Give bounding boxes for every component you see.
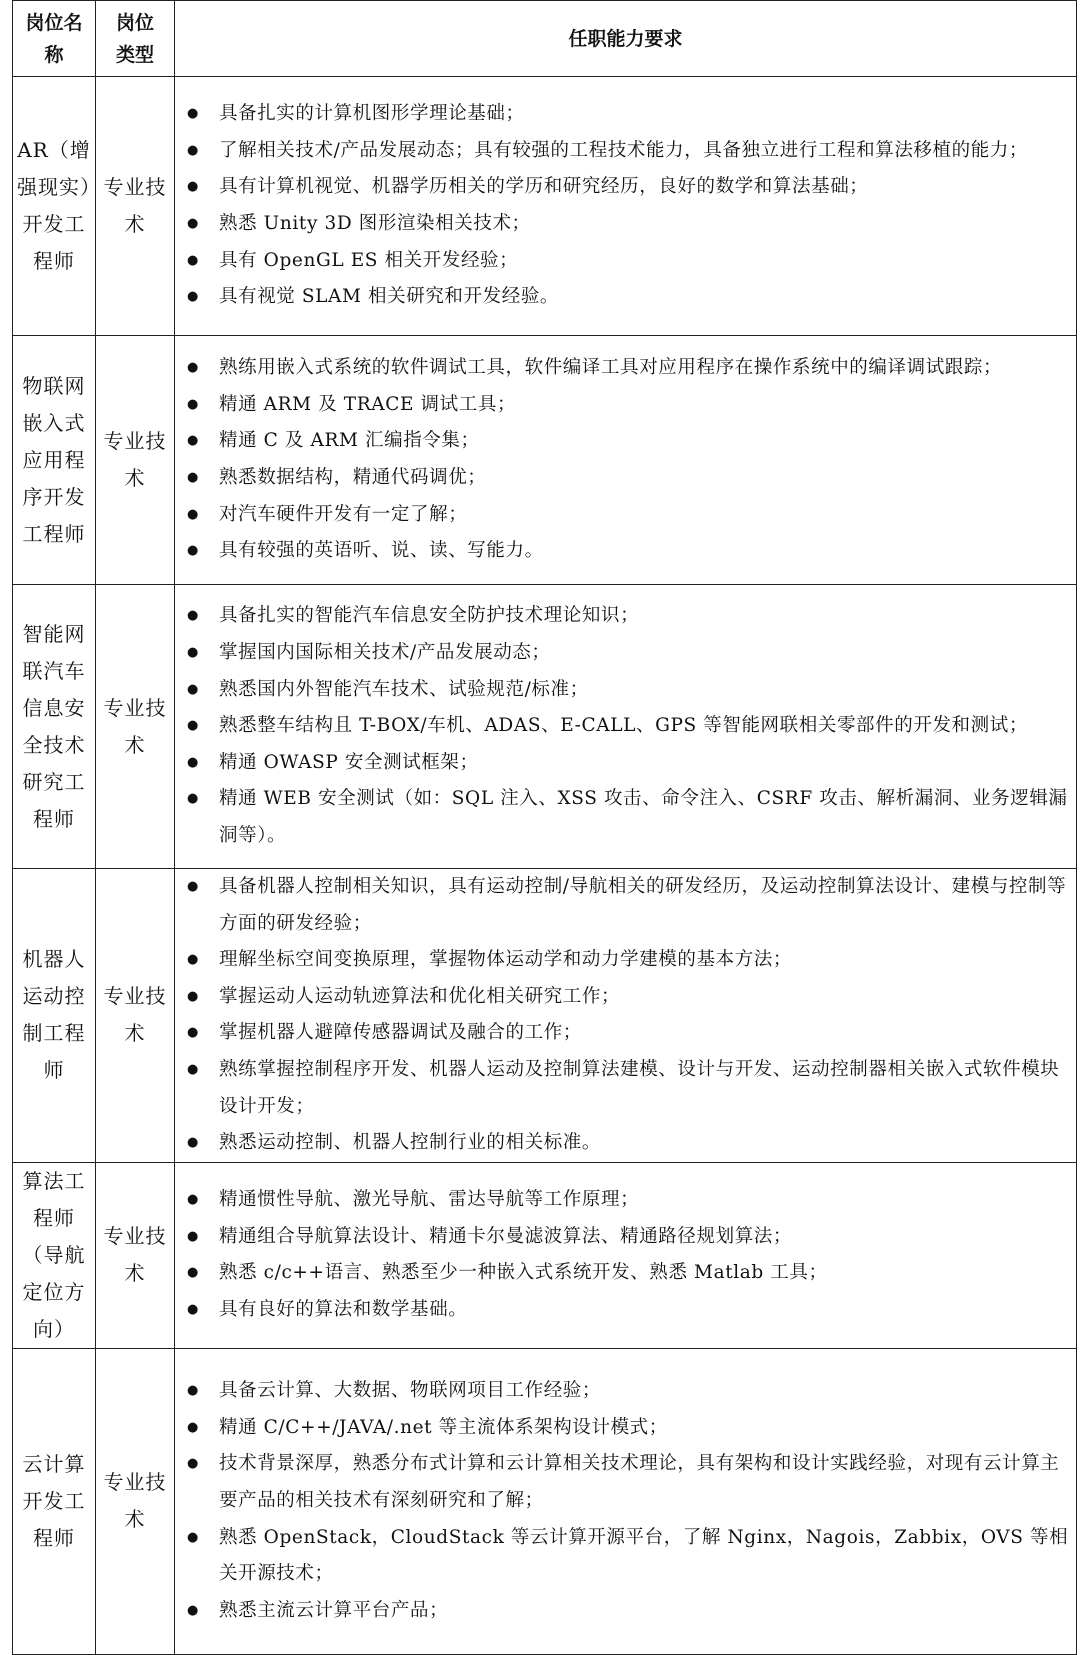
table-row: [13, 869, 1077, 1163]
bullet-icon: ●: [187, 543, 199, 559]
bullet-icon: ●: [187, 1025, 199, 1041]
position-name-cell: 智能网联汽车信息安全技术研究工程师: [13, 585, 96, 869]
bullet-icon: ●: [187, 681, 199, 697]
requirement-text: 精通 OWASP 安全测试框架；: [219, 751, 479, 773]
requirement-text: 具有 OpenGL ES 相关开发经验；: [219, 249, 519, 271]
bullet-icon: ●: [187, 988, 199, 1004]
bullet-icon: ●: [187, 1383, 199, 1399]
requirement-item: [175, 1015, 1076, 1052]
requirements-cell: [175, 869, 1077, 1163]
requirement-item: [175, 423, 1076, 460]
requirement-text: 具备扎实的智能汽车信息安全防护技术理论知识；: [219, 605, 640, 627]
requirement-text: 对汽车硬件开发有一定了解；: [219, 503, 468, 525]
requirement-text: 精通 ARM 及 TRACE 调试工具；: [219, 393, 517, 415]
header-position-name: 岗位名称: [13, 1, 96, 77]
requirement-text: 精通 C 及 ARM 汇编指令集；: [219, 430, 480, 452]
requirement-item: [175, 1255, 1076, 1292]
requirement-text: 精通 WEB 安全测试（如：SQL 注入、XSS 攻击、命令注入、CSRF 攻击、解析漏洞、业务逻辑漏洞等）。: [219, 788, 1068, 846]
requirement-text: 掌握运动人运动轨迹算法和优化相关研究工作；: [219, 985, 621, 1007]
bullet-icon: ●: [187, 433, 199, 449]
requirement-item: [175, 1593, 1076, 1630]
bullet-icon: ●: [187, 506, 199, 522]
bullet-icon: ●: [187, 1061, 199, 1077]
requirements-list: [175, 1373, 1076, 1629]
requirement-text: 熟悉主流云计算平台产品；: [219, 1599, 449, 1621]
requirement-text: 了解相关技术/产品发展动态；具有较强的工程技术能力，具备独立进行工程和算法移植的能力；: [219, 139, 1029, 161]
requirement-text: 熟悉 c/c++语言、熟悉至少一种嵌入式系统开发、熟悉 Matlab 工具；: [219, 1262, 828, 1284]
bullet-icon: ●: [187, 791, 199, 807]
position-name-cell: AR（增强现实）开发工程师: [13, 77, 96, 336]
bullet-icon: ●: [187, 179, 199, 195]
requirement-item: [175, 979, 1076, 1016]
requirements-list: [175, 96, 1076, 316]
requirement-item: [175, 169, 1076, 206]
table-row: [13, 1162, 1077, 1348]
bullet-icon: ●: [187, 1135, 199, 1151]
position-name-cell: 云计算开发工程师: [13, 1348, 96, 1654]
table-row: [13, 585, 1077, 869]
requirement-item: [175, 460, 1076, 497]
position-name-cell: 算法工程师（导航定位方向）: [13, 1162, 96, 1348]
requirement-item: [175, 1373, 1076, 1410]
position-type-cell: 专业技术: [96, 77, 175, 336]
bullet-icon: ●: [187, 1602, 199, 1618]
requirement-item: [175, 1520, 1076, 1593]
header-requirements: 任职能力要求: [175, 1, 1077, 77]
requirement-text: 熟悉 OpenStack，CloudStack 等云计算开源平台，了解 Nginx，Nagois，Zabbix，OVS 等相关开源技术；: [219, 1526, 1069, 1585]
header-row: [13, 1, 1077, 77]
requirement-text: 理解坐标空间变换原理，掌握物体运动学和动力学建模的基本方法；: [219, 949, 793, 971]
requirement-item: [175, 1446, 1076, 1519]
requirement-item: [175, 781, 1076, 854]
bullet-icon: ●: [187, 879, 199, 894]
requirement-text: 具有视觉 SLAM 相关研究和开发经验。: [219, 286, 560, 308]
bullet-icon: ●: [187, 754, 199, 770]
requirement-item: [175, 869, 1076, 942]
requirement-item: [175, 708, 1076, 745]
requirement-text: 精通惯性导航、激光导航、雷达导航等工作原理；: [219, 1189, 640, 1211]
requirements-list: [175, 350, 1076, 570]
requirements-cell: [175, 336, 1077, 585]
bullet-icon: ●: [187, 396, 199, 412]
position-type-cell: 专业技术: [96, 1348, 175, 1654]
position-name-cell: 物联网嵌入式应用程序开发工程师: [13, 336, 96, 585]
requirement-text: 具有较强的英语听、说、读、写能力。: [219, 540, 544, 562]
bullet-icon: ●: [187, 645, 199, 661]
requirements-cell: [175, 1162, 1077, 1348]
table-row: [13, 1348, 1077, 1654]
requirement-text: 熟悉整车结构且 T-BOX/车机、ADAS、E-CALL、GPS 等智能网联相关零部件的开发和测试；: [219, 715, 1028, 737]
requirement-item: [175, 350, 1076, 387]
table-row: [13, 336, 1077, 585]
bullet-icon: ●: [187, 718, 199, 734]
requirement-text: 熟悉 Unity 3D 图形渲染相关技术；: [219, 213, 531, 234]
requirement-text: 具备机器人控制相关知识，具有运动控制/导航相关的研发经历，及运动控制算法设计、建模与控制等方面的研发经验；: [219, 876, 1067, 934]
requirement-item: [175, 942, 1076, 979]
requirement-text: 熟练用嵌入式系统的软件调试工具，软件编译工具对应用程序在操作系统中的编译调试跟踪；: [219, 357, 1003, 379]
bullet-icon: ●: [187, 142, 199, 158]
bullet-icon: ●: [187, 252, 199, 268]
requirements-cell: [175, 77, 1077, 336]
position-type-cell: 专业技术: [96, 336, 175, 585]
requirement-item: [175, 1410, 1076, 1447]
requirement-item: [175, 206, 1076, 243]
bullet-icon: ●: [187, 952, 199, 968]
requirement-item: [175, 745, 1076, 782]
bullet-icon: ●: [187, 1228, 199, 1244]
bullet-icon: ●: [187, 1265, 199, 1281]
job-requirements-table: [12, 0, 1077, 1655]
header-position-type: 岗位类型: [96, 1, 175, 77]
requirement-item: [175, 1125, 1076, 1162]
requirement-text: 掌握国内国际相关技术/产品发展动态；: [219, 642, 551, 664]
requirement-item: [175, 1219, 1076, 1256]
requirement-text: 具有良好的算法和数学基础。: [219, 1298, 468, 1320]
requirement-item: [175, 635, 1076, 672]
requirement-text: 具备扎实的计算机图形学理论基础；: [219, 103, 525, 125]
bullet-icon: ●: [187, 1301, 199, 1317]
table-body: [13, 77, 1077, 1655]
requirement-text: 掌握机器人避障传感器调试及融合的工作；: [219, 1022, 582, 1044]
bullet-icon: ●: [187, 1192, 199, 1208]
requirement-text: 熟练掌握控制程序开发、机器人运动及控制算法建模、设计与开发、运动控制器相关嵌入式软件模块设计开发；: [219, 1058, 1060, 1117]
bullet-icon: ●: [187, 216, 199, 231]
requirement-item: [175, 1182, 1076, 1219]
bullet-icon: ●: [187, 289, 199, 305]
requirement-item: [175, 387, 1076, 424]
requirement-text: 技术背景深厚，熟悉分布式计算和云计算相关技术理论，具有架构和设计实践经验，对现有云计算主要产品的相关技术有深刻研究和了解；: [219, 1453, 1060, 1511]
requirement-text: 具备云计算、大数据、物联网项目工作经验；: [219, 1380, 602, 1402]
requirement-text: 熟悉国内外智能汽车技术、试验规范/标准；: [219, 678, 589, 700]
position-name-cell: 机器人运动控制工程师: [13, 869, 96, 1163]
bullet-icon: ●: [187, 360, 199, 376]
bullet-icon: ●: [187, 470, 199, 485]
requirement-item: [175, 1292, 1076, 1329]
requirements-list: [175, 1182, 1076, 1328]
bullet-icon: ●: [187, 1419, 199, 1435]
bullet-icon: ●: [187, 1456, 199, 1472]
requirement-item: [175, 497, 1076, 534]
bullet-icon: ●: [187, 106, 199, 122]
requirement-item: [175, 279, 1076, 316]
table-row: [13, 77, 1077, 336]
requirement-text: 精通组合导航算法设计、精通卡尔曼滤波算法、精通路径规划算法；: [219, 1225, 793, 1247]
position-type-cell: 专业技术: [96, 585, 175, 869]
requirements-cell: [175, 1348, 1077, 1654]
requirement-item: [175, 598, 1076, 635]
requirement-item: [175, 96, 1076, 133]
bullet-icon: ●: [187, 608, 199, 624]
bullet-icon: ●: [187, 1529, 199, 1545]
requirements-list: [175, 598, 1076, 854]
position-type-cell: 专业技术: [96, 1162, 175, 1348]
requirement-text: 熟悉运动控制、机器人控制行业的相关标准。: [219, 1132, 602, 1154]
requirement-text: 精通 C/C++/JAVA/.net 等主流体系架构设计模式；: [219, 1416, 668, 1438]
requirement-item: [175, 1052, 1076, 1125]
requirement-item: [175, 672, 1076, 709]
requirement-item: [175, 133, 1076, 170]
requirement-item: [175, 243, 1076, 280]
requirement-text: 熟悉数据结构，精通代码调优；: [219, 467, 487, 488]
requirement-item: [175, 533, 1076, 570]
requirement-text: 具有计算机视觉、机器学历相关的学历和研究经历，良好的数学和算法基础；: [219, 176, 869, 198]
requirements-cell: [175, 585, 1077, 869]
position-type-cell: 专业技术: [96, 869, 175, 1163]
requirements-list: [175, 869, 1076, 1162]
